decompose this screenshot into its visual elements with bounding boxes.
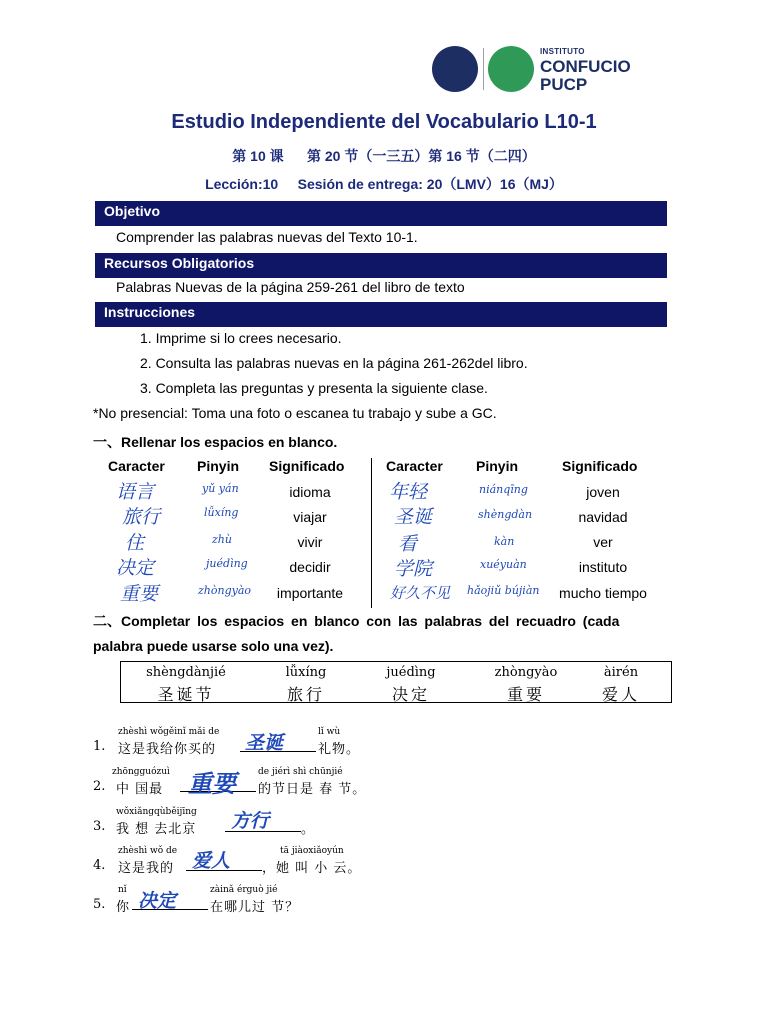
exercise-text: 我 想 去北京 (116, 822, 197, 837)
confucius-mark-icon (488, 46, 534, 92)
part2-title-line2: palabra puede usarse solo una vez). (93, 638, 334, 654)
exercise-pinyin: tā jiàoxiǎoyún (280, 846, 344, 856)
vocab-pinyin: kàn (494, 535, 515, 548)
header-significado: Significado (562, 458, 638, 474)
exercise-text: 在哪儿过 节？ (210, 900, 300, 915)
vocab-pinyin: lǚxíng (204, 506, 239, 519)
word-bank-pinyin: shèngdànjié (146, 665, 226, 680)
word-bank-pinyin: lǚxíng (285, 665, 327, 680)
vocab-character: 重要 (120, 583, 159, 605)
vocab-meaning: decidir (289, 559, 331, 575)
instruction-item: 3. Completa las preguntas y presenta la siguiente clase. (140, 380, 488, 396)
exercise-text: 这是我的 (118, 861, 175, 876)
exercise-number: 5. (93, 897, 106, 912)
vocab-character: 年轻 (389, 481, 428, 503)
vocab-meaning: importante (276, 585, 344, 601)
vocab-meaning: instituto (578, 559, 628, 575)
exercise-pinyin: zàinǎ érguò jié (210, 885, 278, 895)
exercise-pinyin: nǐ (118, 885, 127, 895)
logo-line-1: INSTITUTO (540, 47, 585, 56)
table-divider (371, 458, 372, 608)
exercise-pinyin: zhèshì wǒgěinǐ mǎi de (118, 727, 220, 737)
vocab-meaning: vivir (297, 534, 323, 550)
logo-wordmark (540, 48, 650, 93)
exercise-pinyin: lǐ wù (318, 727, 341, 737)
part2-title-line1: 二、Completar los espacios en blanco con las palabras del recuadro (cada (93, 613, 620, 629)
instruction-note: *No presencial: Toma una foto o escanea tu trabajo y sube a GC. (93, 405, 497, 421)
exercise-number: 2. (93, 779, 106, 794)
word-bank-word: 爱人 (601, 685, 640, 704)
exercise-text: ，她 叫 小 云。 (262, 861, 362, 876)
vocab-pinyin: xuéyuàn (480, 558, 527, 571)
exercise-number: 4. (93, 858, 106, 873)
vocab-meaning: idioma (289, 484, 331, 500)
word-bank-pinyin: juédìng (386, 665, 436, 680)
document-title: Estudio Independiente del Vocabulario L10-1 (171, 111, 597, 133)
logo-line-2: CONFUCIO (540, 57, 631, 76)
exercise-text: 中 国最 (116, 782, 164, 797)
exercise-pinyin: zhōngguózuì (112, 767, 170, 777)
exercise-pinyin: de jiérì shì chūnjié (258, 767, 343, 777)
exercise-text: 。 (301, 822, 316, 837)
handwritten-answer: 圣诞 (245, 732, 284, 754)
vocab-pinyin: niánqīng (479, 483, 528, 496)
instruction-item: 1. Imprime si lo crees necesario. (140, 330, 342, 346)
word-bank-word: 重要 (506, 685, 545, 704)
vocab-pinyin: juédìng (206, 557, 248, 570)
header-caracter: Caracter (108, 458, 165, 474)
exercise-pinyin: wǒxiǎngqùběijīng (116, 807, 197, 817)
logo-line-3: PUCP (540, 75, 588, 94)
header-pinyin: Pinyin (197, 458, 240, 474)
handwritten-answer: 决定 (138, 890, 177, 912)
vocab-meaning: ver (593, 534, 613, 550)
vocab-pinyin: yǔ yán (202, 482, 239, 495)
word-bank-pinyin: àirén (603, 665, 639, 680)
vocab-character: 语言 (116, 481, 155, 503)
section-bar-recursos: Recursos Obligatorios (95, 253, 667, 278)
vocab-character: 住 (125, 532, 145, 554)
institute-logo (432, 44, 642, 96)
exercise-pinyin: zhèshì wǒ de (118, 846, 178, 856)
exercise-text: 礼物。 (318, 742, 361, 757)
word-bank-word: 圣诞节 (157, 685, 215, 704)
vocab-meaning: joven (586, 484, 620, 500)
lesson-spanish: Lección:10 Sesión de entrega: 20（LMV）16（MJ） (205, 176, 563, 192)
part1-title: 一、Rellenar los espacios en blanco. (93, 434, 338, 450)
handwritten-answer: 重要 (188, 769, 236, 798)
exercise-text: 的节日是 春 节。 (258, 782, 367, 797)
instruction-item: 2. Consulta las palabras nuevas en la página 261-262del libro. (140, 355, 528, 371)
vocab-character: 旅行 (122, 506, 161, 528)
vocab-meaning: mucho tiempo (559, 585, 647, 601)
word-bank-box (120, 661, 672, 703)
vocab-pinyin: shèngdàn (478, 508, 533, 521)
logo-separator (483, 48, 484, 90)
handwritten-answer: 方行 (231, 810, 270, 832)
vocab-meaning: viajar (293, 509, 327, 525)
section-bar-instrucciones: Instrucciones (95, 302, 667, 327)
word-bank-word: 决定 (391, 685, 430, 704)
word-bank-pinyin: zhòngyào (494, 665, 558, 680)
vocab-pinyin: zhù (212, 533, 232, 546)
vocab-pinyin: hǎojiǔ bújiàn (467, 584, 540, 597)
vocab-character: 好久不见 (390, 584, 451, 602)
vocab-character: 圣诞 (394, 506, 433, 528)
exercise-number: 3. (93, 819, 106, 834)
university-seal-icon (432, 46, 478, 92)
vocab-character: 决定 (116, 557, 155, 579)
recursos-text: Palabras Nuevas de la página 259-261 del libro de texto (116, 279, 465, 295)
exercise-number: 1. (93, 739, 106, 754)
vocab-character: 学院 (394, 558, 433, 580)
word-bank-word: 旅行 (286, 685, 325, 704)
header-pinyin: Pinyin (476, 458, 519, 474)
objetivo-text: Comprender las palabras nuevas del Texto 10-1. (116, 229, 418, 245)
vocab-pinyin: zhòngyào (198, 584, 252, 597)
lesson-chinese: 第 10 课 第 20 节（一三五）第 16 节（二四） (232, 148, 536, 164)
header-significado: Significado (269, 458, 345, 474)
vocab-meaning: navidad (578, 509, 628, 525)
section-bar-objetivo: Objetivo (95, 201, 667, 226)
header-caracter: Caracter (386, 458, 443, 474)
exercise-text: 你 (116, 900, 131, 915)
vocab-character: 看 (398, 533, 418, 555)
exercise-text: 这是我给你买的 (118, 742, 217, 757)
handwritten-answer: 爱人 (192, 850, 231, 872)
